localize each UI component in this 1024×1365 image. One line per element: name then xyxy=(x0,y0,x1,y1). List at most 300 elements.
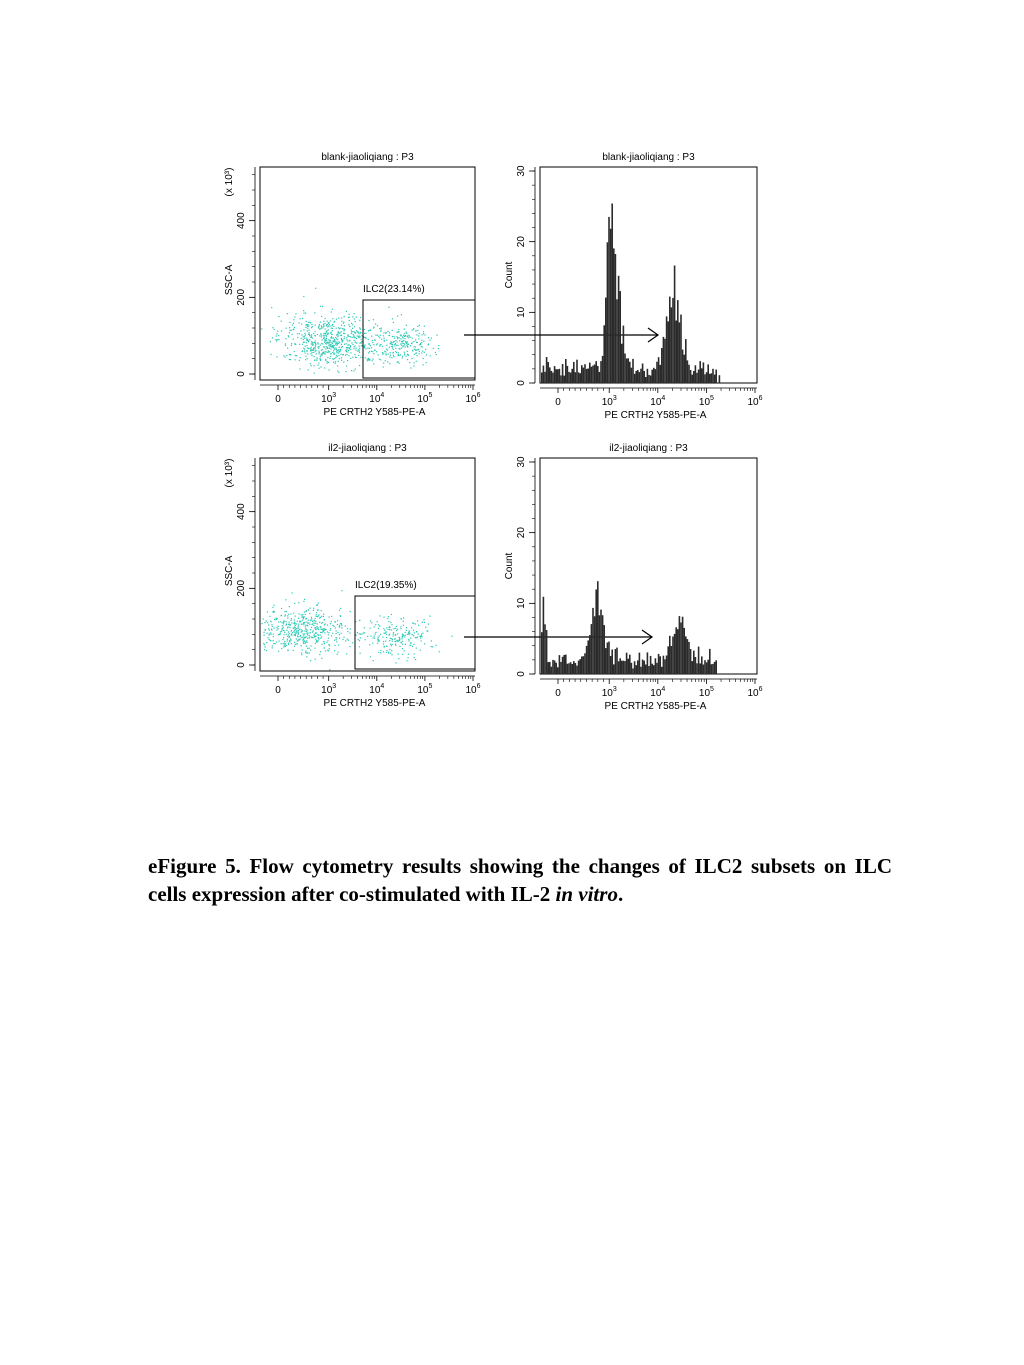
scatter-dot xyxy=(320,638,321,639)
scatter-dot xyxy=(321,316,322,317)
scatter-dot xyxy=(420,650,421,651)
scatter-dot xyxy=(294,630,295,631)
histogram-bar xyxy=(667,646,669,674)
scatter-dot xyxy=(337,336,338,337)
y-multiplier-label: (x 10³) xyxy=(224,167,235,197)
scatter-dot xyxy=(380,650,381,651)
scatter-dot xyxy=(413,630,414,631)
scatter-dot xyxy=(299,639,300,640)
scatter-dot xyxy=(350,345,351,346)
scatter-dot xyxy=(321,658,322,659)
scatter-dot xyxy=(293,650,294,651)
histogram-bar xyxy=(704,374,706,383)
scatter-dot xyxy=(351,331,352,332)
scatter-dot xyxy=(304,616,305,617)
scatter-dot xyxy=(421,634,422,635)
scatter-dot xyxy=(307,625,308,626)
scatter-dot xyxy=(424,622,425,623)
scatter-dot xyxy=(390,355,391,356)
scatter-dot xyxy=(324,619,325,620)
scatter-dot xyxy=(322,622,323,623)
scatter-dot xyxy=(369,348,370,349)
scatter-dot xyxy=(355,635,356,636)
scatter-dot xyxy=(393,634,394,635)
scatter-dot xyxy=(318,602,319,603)
scatter-dot xyxy=(400,338,401,339)
scatter-dot xyxy=(303,617,304,618)
histogram-bar xyxy=(706,662,708,674)
scatter-dot xyxy=(364,329,365,330)
scatter-dot xyxy=(352,316,353,317)
scatter-dot xyxy=(322,353,323,354)
scatter-dot xyxy=(276,642,277,643)
x-tick-label: $10^4$ xyxy=(650,395,666,408)
scatter-dot xyxy=(401,628,402,629)
scatter-dot xyxy=(318,639,319,640)
scatter-dot xyxy=(386,627,387,628)
scatter-dot xyxy=(406,342,407,343)
scatter-dot xyxy=(317,334,318,335)
scatter-dot xyxy=(295,634,296,635)
scatter-dot xyxy=(391,357,392,358)
scatter-dot xyxy=(324,367,325,368)
histogram-bar xyxy=(567,664,569,674)
scatter-dot xyxy=(311,355,312,356)
scatter-dot xyxy=(412,622,413,623)
histogram-bar xyxy=(711,373,713,383)
scatter-dot xyxy=(353,348,354,349)
x-axis-label: PE CRTH2 Y585-PE-A xyxy=(323,698,426,709)
scatter-dot xyxy=(344,336,345,337)
scatter-dot xyxy=(312,352,313,353)
scatter-dot xyxy=(309,332,310,333)
scatter-dot xyxy=(287,639,288,640)
scatter-dot xyxy=(428,337,429,338)
scatter-dot xyxy=(436,354,437,355)
scatter-dot xyxy=(399,340,400,341)
histogram-bar xyxy=(639,372,641,383)
scatter-dot xyxy=(357,351,358,352)
histogram-bar xyxy=(589,635,591,674)
scatter-dot xyxy=(359,345,360,346)
scatter-dot xyxy=(349,320,350,321)
scatter-dot xyxy=(295,313,296,314)
scatter-dot xyxy=(277,333,278,334)
scatter-dot xyxy=(320,322,321,323)
scatter-dot xyxy=(287,313,288,314)
scatter-dot xyxy=(312,623,313,624)
scatter-dot xyxy=(368,339,369,340)
scatter-dot xyxy=(300,330,301,331)
histogram-bar xyxy=(701,368,703,383)
scatter-dot xyxy=(330,630,331,631)
scatter-dot xyxy=(351,333,352,334)
scatter-dot xyxy=(346,653,347,654)
scatter-dot xyxy=(281,321,282,322)
scatter-dot xyxy=(344,316,345,317)
scatter-dot xyxy=(288,644,289,645)
histogram-bar xyxy=(707,364,709,383)
scatter-dot xyxy=(315,627,316,628)
scatter-dot xyxy=(294,603,295,604)
scatter-dot xyxy=(306,342,307,343)
scatter-dot xyxy=(373,660,374,661)
histogram-bar xyxy=(693,651,695,674)
histogram-bar xyxy=(715,370,717,383)
histogram-bar xyxy=(547,362,549,383)
scatter-dot xyxy=(264,635,265,636)
scatter-dot xyxy=(354,332,355,333)
scatter-dot xyxy=(296,639,297,640)
scatter-dot xyxy=(295,644,296,645)
scatter-dot xyxy=(306,325,307,326)
scatter-dot xyxy=(385,351,386,352)
scatter-dot xyxy=(359,640,360,641)
scatter-dot xyxy=(324,641,325,642)
histogram-bars xyxy=(541,204,720,384)
histogram-bar xyxy=(610,656,612,674)
histogram-bar xyxy=(554,366,556,383)
scatter-dot xyxy=(382,637,383,638)
scatter-dot xyxy=(405,644,406,645)
scatter-dot xyxy=(422,633,423,634)
histogram-bar xyxy=(565,359,567,383)
scatter-dot xyxy=(399,363,400,364)
histogram-bar xyxy=(693,371,695,383)
histogram-bar xyxy=(698,370,700,384)
scatter-dot xyxy=(413,346,414,347)
histogram-bar xyxy=(581,365,583,383)
scatter-dot xyxy=(337,339,338,340)
scatter-dot xyxy=(323,352,324,353)
scatter-dot xyxy=(317,616,318,617)
scatter-dot xyxy=(371,351,372,352)
scatter-dot xyxy=(305,614,306,615)
scatter-dot xyxy=(417,620,418,621)
scatter-dot xyxy=(338,652,339,653)
scatter-dot xyxy=(395,351,396,352)
scatter-dot xyxy=(338,352,339,353)
scatter-dot xyxy=(286,645,287,646)
scatter-dot xyxy=(338,327,339,328)
scatter-dot xyxy=(272,337,273,338)
scatter-dot xyxy=(374,340,375,341)
scatter-dot xyxy=(313,348,314,349)
scatter-dot xyxy=(354,336,355,337)
scatter-dot xyxy=(336,345,337,346)
x-tick-label: 0 xyxy=(555,397,561,408)
scatter-dot xyxy=(409,633,410,634)
scatter-dot xyxy=(361,342,362,343)
scatter-dot xyxy=(406,325,407,326)
y-tick-label: 200 xyxy=(236,288,247,306)
scatter-dot xyxy=(288,336,289,337)
scatter-dot xyxy=(405,347,406,348)
scatter-dot xyxy=(313,630,314,631)
scatter-dot xyxy=(289,322,290,323)
scatter-dot xyxy=(326,338,327,339)
scatter-dot xyxy=(407,634,408,635)
scatter-dot xyxy=(278,634,279,635)
scatter-dot xyxy=(319,346,320,347)
scatter-dot xyxy=(337,370,338,371)
scatter-dot xyxy=(396,626,397,627)
scatter-dot xyxy=(301,652,302,653)
scatter-dot xyxy=(324,342,325,343)
scatter-dot xyxy=(328,632,329,633)
scatter-dot xyxy=(305,327,306,328)
scatter-dot xyxy=(406,630,407,631)
scatter-dot xyxy=(303,624,304,625)
scatter-dot xyxy=(407,344,408,345)
scatter-dot xyxy=(291,634,292,635)
scatter-dot xyxy=(352,324,353,325)
histogram-bar xyxy=(607,643,609,675)
scatter-dot xyxy=(303,622,304,623)
scatter-dot xyxy=(306,631,307,632)
histogram-bar xyxy=(559,369,561,383)
scatter-dot xyxy=(382,352,383,353)
histogram-bar xyxy=(570,373,572,383)
scatter-dot xyxy=(304,352,305,353)
scatter-dot xyxy=(293,329,294,330)
scatter-dot xyxy=(289,633,290,634)
scatter-dot xyxy=(373,327,374,328)
scatter-dot xyxy=(352,357,353,358)
scatter-dot xyxy=(332,325,333,326)
scatter-dot xyxy=(297,333,298,334)
scatter-dot xyxy=(412,342,413,343)
scatter-dot xyxy=(415,659,416,660)
histogram-bar xyxy=(583,368,585,383)
scatter-dot xyxy=(355,321,356,322)
scatter-dot xyxy=(306,656,307,657)
scatter-dot xyxy=(392,346,393,347)
histogram-bar xyxy=(627,358,629,383)
scatter-dot xyxy=(299,333,300,334)
scatter-dot xyxy=(278,335,279,336)
scatter-dot xyxy=(315,344,316,345)
scatter-dot xyxy=(363,632,364,633)
scatter-dot xyxy=(330,346,331,347)
scatter-dot xyxy=(304,351,305,352)
scatter-dot xyxy=(373,344,374,345)
scatter-dot xyxy=(321,632,322,633)
histogram-bar xyxy=(712,664,714,674)
scatter-dot xyxy=(392,344,393,345)
histogram-bar xyxy=(602,615,604,674)
scatter-dot xyxy=(387,361,388,362)
x-tick-label: $10^3$ xyxy=(321,683,337,696)
scatter-dot xyxy=(308,348,309,349)
scatter-dot xyxy=(378,637,379,638)
histogram-bar xyxy=(570,662,572,674)
scatter-dot xyxy=(319,622,320,623)
scatter-dot xyxy=(347,639,348,640)
scatter-dot xyxy=(339,342,340,343)
scatter-dot xyxy=(377,335,378,336)
scatter-dot xyxy=(272,327,273,328)
scatter-dot xyxy=(422,334,423,335)
scatter-dot xyxy=(340,349,341,350)
scatter-dot xyxy=(403,634,404,635)
scatter-dot xyxy=(395,645,396,646)
scatter-dot xyxy=(313,352,314,353)
histogram-bar xyxy=(685,636,687,674)
scatter-dot xyxy=(396,662,397,663)
scatter-dot xyxy=(269,639,270,640)
scatter-dot xyxy=(306,338,307,339)
scatter-dot xyxy=(300,318,301,319)
scatter-dot xyxy=(409,362,410,363)
scatter-dot xyxy=(266,650,267,651)
scatter-dot xyxy=(291,620,292,621)
scatter-dot xyxy=(360,653,361,654)
scatter-dot xyxy=(341,338,342,339)
scatter-dot xyxy=(390,644,391,645)
histogram-bar xyxy=(698,647,700,674)
scatter-dot xyxy=(332,309,333,310)
scatter-dot xyxy=(336,637,337,638)
scatter-dot xyxy=(392,641,393,642)
scatter-dot xyxy=(301,338,302,339)
scatter-dot xyxy=(276,618,277,619)
scatter-dot xyxy=(321,326,322,327)
scatter-dot xyxy=(342,639,343,640)
scatter-dot xyxy=(432,646,433,647)
scatter-dot xyxy=(306,640,307,641)
scatter-dot xyxy=(290,359,291,360)
scatter-dot xyxy=(280,631,281,632)
scatter-dot xyxy=(328,638,329,639)
scatter-dot xyxy=(264,622,265,623)
histogram-bar xyxy=(626,359,628,384)
scatter-dot xyxy=(379,640,380,641)
scatter-dot xyxy=(325,333,326,334)
scatter-dot xyxy=(374,636,375,637)
scatter-dot xyxy=(305,651,306,652)
histogram-bar xyxy=(680,315,682,383)
scatter-dot xyxy=(402,654,403,655)
scatter-dot xyxy=(296,355,297,356)
histogram-bar xyxy=(714,662,716,674)
scatter-dot xyxy=(281,648,282,649)
scatter-dot xyxy=(413,644,414,645)
histogram-bar xyxy=(597,366,599,383)
scatter-dot xyxy=(433,348,434,349)
scatter-dot xyxy=(316,353,317,354)
histogram-bar xyxy=(595,361,597,383)
scatter-dot xyxy=(415,350,416,351)
scatter-dot xyxy=(403,343,404,344)
scatter-dot xyxy=(349,348,350,349)
scatter-dot xyxy=(310,348,311,349)
scatter-dot xyxy=(350,352,351,353)
scatter-dot xyxy=(339,332,340,333)
scatter-dot xyxy=(424,352,425,353)
histogram-bar xyxy=(608,642,610,674)
scatter-dot xyxy=(359,620,360,621)
scatter-dot xyxy=(351,342,352,343)
scatter-dot xyxy=(309,624,310,625)
scatter-dot xyxy=(346,343,347,344)
scatter-dot xyxy=(303,329,304,330)
histogram-bar xyxy=(719,375,721,383)
scatter-dot xyxy=(421,352,422,353)
scatter-dot xyxy=(287,627,288,628)
histogram-bar xyxy=(592,608,594,674)
scatter-dot xyxy=(389,626,390,627)
scatter-dot xyxy=(336,630,337,631)
x-tick-label: $10^6$ xyxy=(465,683,481,696)
scatter-dot xyxy=(329,645,330,646)
scatter-dot xyxy=(388,616,389,617)
scatter-dot xyxy=(306,345,307,346)
scatter-dot xyxy=(318,629,319,630)
scatter-dot xyxy=(349,633,350,634)
histogram-bar xyxy=(623,326,625,383)
scatter-dot xyxy=(266,642,267,643)
scatter-dot xyxy=(340,354,341,355)
scatter-dot xyxy=(381,339,382,340)
scatter-dot xyxy=(360,634,361,635)
histogram-bar xyxy=(707,660,709,674)
panel-title: il2-jiaoliqiang : P3 xyxy=(609,443,688,454)
scatter-dot xyxy=(316,641,317,642)
scatter-dot xyxy=(402,356,403,357)
scatter-dot xyxy=(271,634,272,635)
scatter-dot xyxy=(278,626,279,627)
scatter-dot xyxy=(419,351,420,352)
scatter-dot xyxy=(346,365,347,366)
scatter-dot xyxy=(358,355,359,356)
scatter-dot xyxy=(350,629,351,630)
y-axis-label: SSC-A xyxy=(224,264,235,296)
scatter-dot xyxy=(401,642,402,643)
scatter-dot xyxy=(409,631,410,632)
scatter-dot xyxy=(316,360,317,361)
scatter-dot xyxy=(286,611,287,612)
scatter-dot xyxy=(348,347,349,348)
y-tick-label: 30 xyxy=(516,165,527,177)
scatter-dot xyxy=(274,329,275,330)
scatter-dot xyxy=(294,642,295,643)
histogram-bar xyxy=(666,316,668,383)
scatter-dot xyxy=(402,341,403,342)
histogram-bar xyxy=(571,664,573,674)
scatter-dot xyxy=(273,640,274,641)
scatter-dot xyxy=(372,360,373,361)
scatter-dot xyxy=(426,630,427,631)
histogram-bar xyxy=(557,667,559,674)
scatter-dot xyxy=(426,354,427,355)
histogram-bar xyxy=(573,661,575,674)
scatter-dot xyxy=(335,337,336,338)
scatter-dot xyxy=(395,641,396,642)
scatter-dot xyxy=(349,646,350,647)
scatter-dot xyxy=(413,341,414,342)
scatter-dot xyxy=(366,338,367,339)
scatter-dot xyxy=(384,338,385,339)
histogram-bar xyxy=(640,369,642,383)
scatter-dot xyxy=(278,640,279,641)
scatter-dot xyxy=(408,337,409,338)
histogram-bar xyxy=(587,640,589,674)
scatter-dot xyxy=(326,324,327,325)
scatter-dot xyxy=(266,621,267,622)
histogram-bar xyxy=(696,373,698,383)
histogram-bar xyxy=(611,204,613,384)
